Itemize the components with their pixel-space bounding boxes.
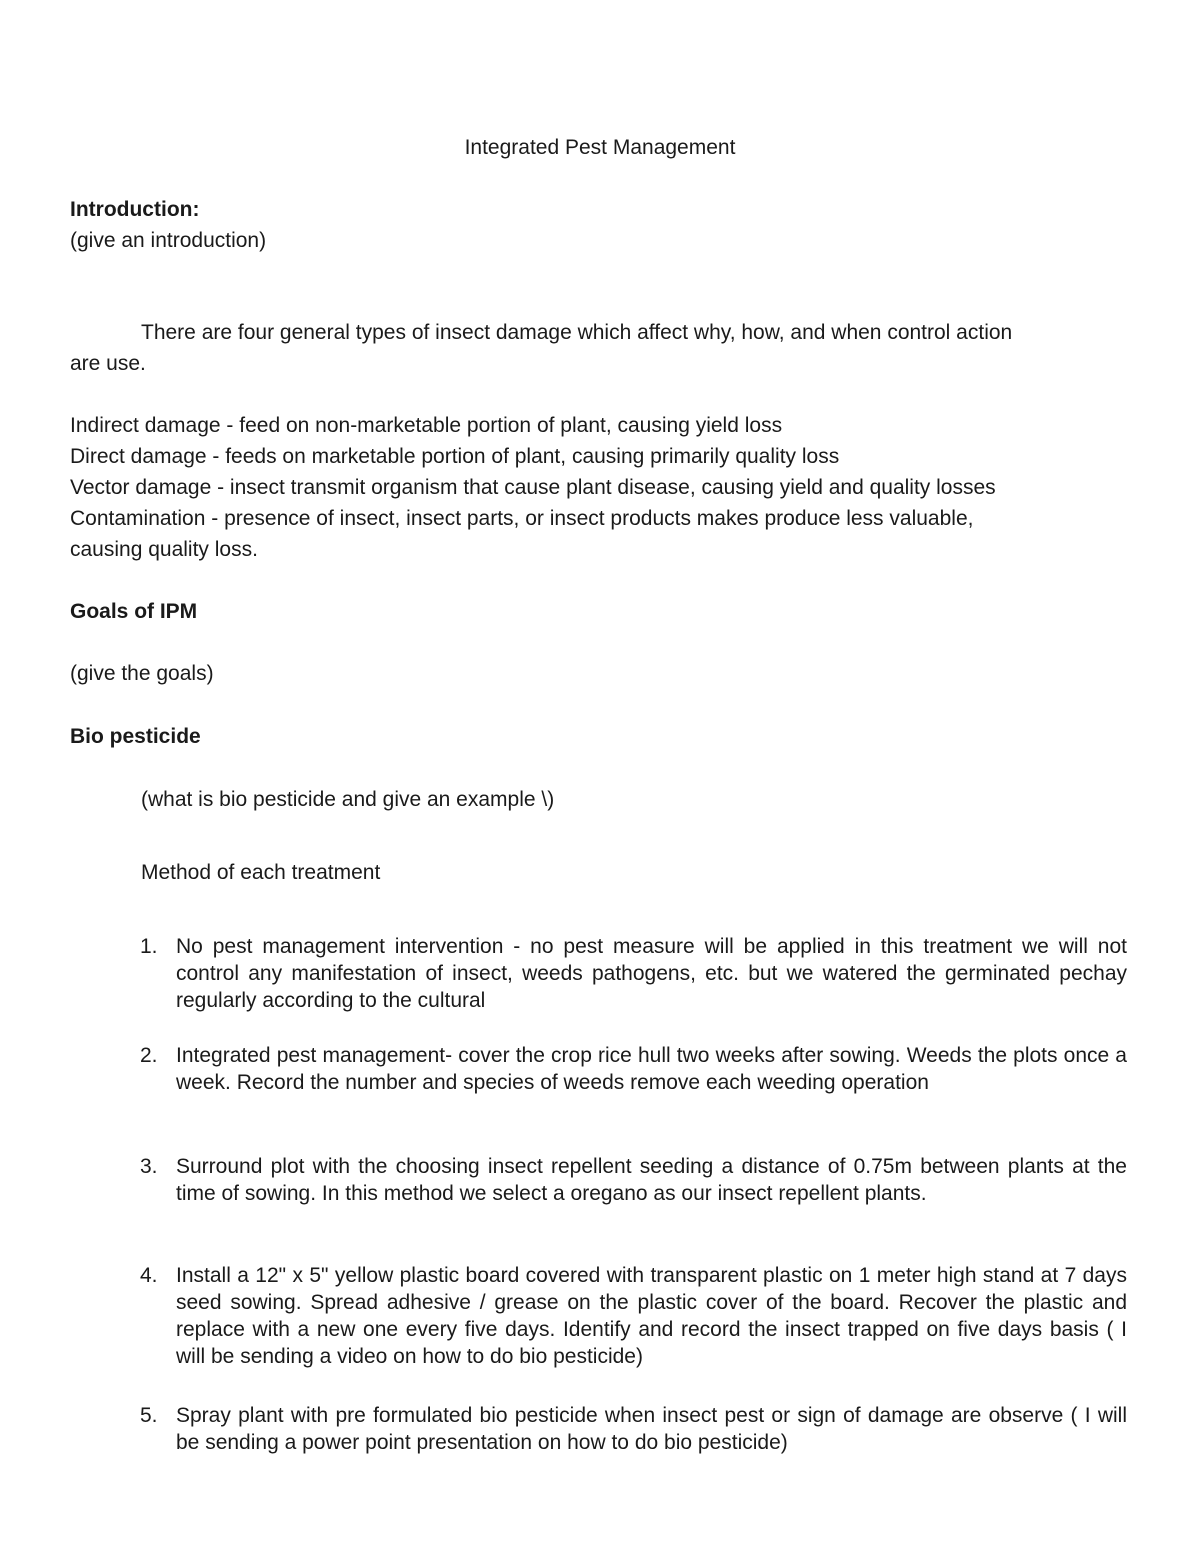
introduction-heading: Introduction: — [70, 198, 200, 221]
damage-type-direct: Direct damage - feeds on marketable portion of plant, causing primarily quality loss — [70, 445, 840, 468]
bio-pesticide-placeholder: (what is bio pesticide and give an example \) — [141, 788, 555, 811]
list-item-text: Spray plant with pre formulated bio pesticide when insect pest or sign of damage are observe ( I will be sending a power point presentation on how to do bio pesticide) — [176, 1404, 1127, 1454]
list-item-text: Surround plot with the choosing insect repellent seeding a distance of 0.75m between plants at the time of sowing. In this method we select a oregano as our insect repellent plants. — [176, 1155, 1127, 1205]
list-item-number: 5. — [140, 1404, 158, 1427]
list-item-number: 4. — [140, 1264, 158, 1287]
introduction-placeholder: (give an introduction) — [70, 229, 267, 252]
list-item-number: 2. — [140, 1044, 158, 1067]
goals-placeholder: (give the goals) — [70, 662, 214, 685]
damage-type-vector: Vector damage - insect transmit organism that cause plant disease, causing yield and quality losses — [70, 476, 996, 499]
damage-type-indirect: Indirect damage - feed on non-marketable portion of plant, causing yield loss — [70, 414, 783, 437]
method-heading: Method of each treatment — [141, 861, 381, 884]
list-item-number: 3. — [140, 1155, 158, 1178]
list-item-text: No pest management intervention - no pest measure will be applied in this treatment we will not control any manifestation of insect, weeds pathogens, etc. but we watered the germinated pechay regularly according to the cultural — [176, 935, 1127, 1012]
intro-paragraph-line-1: There are four general types of insect damage which affect why, how, and when control action — [141, 321, 1013, 344]
goals-heading: Goals of IPM — [70, 600, 198, 623]
damage-type-contamination: Contamination - presence of insect, insect parts, or insect products makes produce less valuable, — [70, 507, 974, 530]
list-item-text: Integrated pest management- cover the crop rice hull two weeks after sowing. Weeds the plots once a week. Record the number and species of weeds remove each weeding operation — [176, 1044, 1127, 1094]
list-item-number: 1. — [140, 935, 158, 958]
damage-type-contamination-cont: causing quality loss. — [70, 538, 258, 561]
document-title: Integrated Pest Management — [464, 136, 736, 159]
list-item-text: Install a 12" x 5" yellow plastic board covered with transparent plastic on 1 meter high stand at 7 days seed sowing. Spread adhesive / grease on the plastic cover of the board. Recover the plastic and replace with a new one every five days. Identify and record the insect trapped on five days basis ( I will be sending a video on how to do bio pesticide) — [176, 1264, 1127, 1368]
bio-pesticide-heading: Bio pesticide — [70, 725, 201, 748]
intro-paragraph-line-2: are use. — [70, 352, 146, 375]
